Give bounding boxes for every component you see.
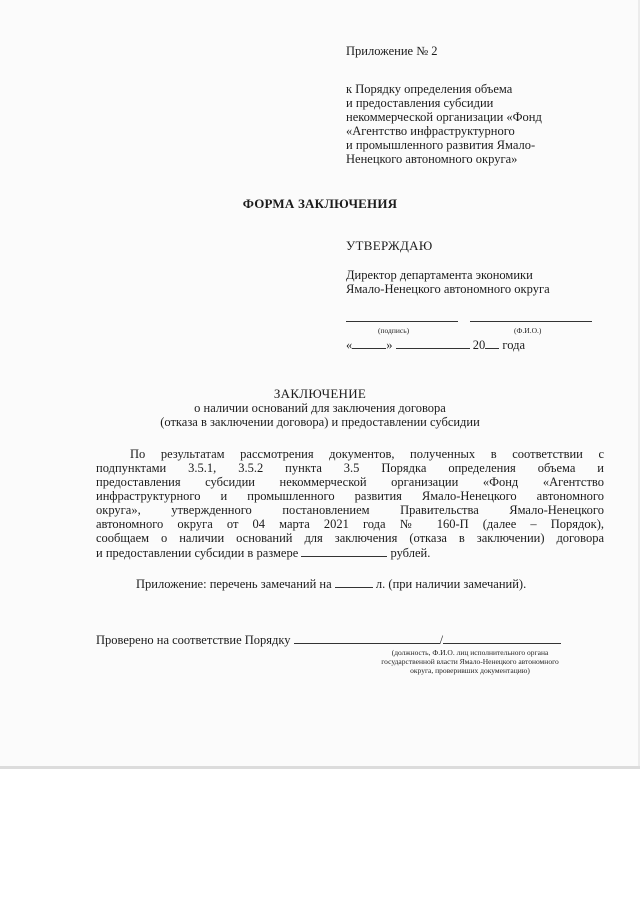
body-line: сообщаем о наличии оснований для заключения (отказа в заключении) договора xyxy=(96,531,604,545)
checked-line xyxy=(96,632,561,647)
conclusion-subtitle: о наличии оснований для заключения договора xyxy=(194,401,446,415)
year-suffix: года xyxy=(502,338,525,352)
fio-line xyxy=(470,321,592,322)
checked-label: Проверено на соответствие Порядку xyxy=(96,633,291,647)
body-line: округа», утвержденного постановлением Правительства Ямало-Ненецкого xyxy=(96,503,604,517)
approver-line: Ямало-Ненецкого автономного округа xyxy=(346,282,550,296)
appendix-line: некоммерческой организации «Фонд xyxy=(346,110,542,124)
checked-caption-line: государственной власти Ямало-Ненецкого автономного xyxy=(381,657,559,666)
approver-line: Директор департамента экономики xyxy=(346,268,533,282)
amount-suffix: рублей. xyxy=(390,546,431,560)
day-blank xyxy=(352,337,386,349)
annex-note xyxy=(136,576,526,591)
appendix-reference xyxy=(346,82,586,166)
body-line: автономного округа от 04 марта 2021 года № 160-П (далее – Порядок), xyxy=(96,517,604,531)
body-line: По результатам рассмотрения документов, полученных в соответствии с xyxy=(130,447,604,461)
year-blank xyxy=(485,337,499,349)
appendix-line: и предоставления субсидии xyxy=(346,96,494,110)
conclusion-title: ЗАКЛЮЧЕНИЕ xyxy=(273,386,367,401)
checked-caption xyxy=(330,648,610,675)
signature-caption: (подпись) xyxy=(378,326,410,335)
body-last-line xyxy=(96,545,604,560)
amount-blank xyxy=(301,545,387,557)
signature-line xyxy=(346,321,458,322)
approval-heading: УТВЕРЖДАЮ xyxy=(346,238,433,253)
sheets-blank xyxy=(335,576,373,588)
form-title: ФОРМА ЗАКЛЮЧЕНИЯ xyxy=(242,196,398,211)
appendix-line: и промышленного развития Ямало- xyxy=(346,138,536,152)
conclusion-body xyxy=(96,447,604,560)
name-blank xyxy=(443,632,561,644)
conclusion-heading xyxy=(0,387,640,429)
page-bottom-edge xyxy=(0,766,640,769)
checked-separator: / xyxy=(439,633,444,647)
appendix-line: Ненецкого автономного округа» xyxy=(346,152,518,166)
appendix-line: к Порядку определения объема xyxy=(346,82,513,96)
body-line: инфраструктурного и промышленного развития Ямало-Ненецкого автономного xyxy=(96,489,604,503)
approval-date xyxy=(346,337,525,352)
checked-caption-line: округа, проверивших документацию) xyxy=(410,666,530,675)
annex-prefix: Приложение: перечень замечаний на xyxy=(136,577,332,591)
checked-caption-line: (должность, Ф.И.О. лиц исполнительного органа xyxy=(391,648,549,657)
year-prefix: 20 xyxy=(472,338,486,352)
appendix-line: «Агентство инфраструктурного xyxy=(346,124,515,138)
fio-caption: (Ф.И.О.) xyxy=(514,326,542,335)
appendix-label: Приложение № 2 xyxy=(346,44,438,58)
date-close-quote: » xyxy=(386,338,393,352)
approver-position xyxy=(346,268,550,296)
annex-suffix: л. (при наличии замечаний). xyxy=(375,577,527,591)
body-line: предоставления субсидии некоммерческой организации «Фонд «Агентство xyxy=(96,475,604,489)
conclusion-subtitle: (отказа в заключении договора) и предоставлении субсидии xyxy=(160,415,480,429)
position-blank xyxy=(294,632,440,644)
month-blank xyxy=(396,337,470,349)
date-open-quote: « xyxy=(346,338,353,352)
amount-prefix: и предоставлении субсидии в размере xyxy=(96,546,299,560)
body-line: подпунктами 3.5.1, 3.5.2 пункта 3.5 Порядка определения объема и xyxy=(96,461,604,475)
